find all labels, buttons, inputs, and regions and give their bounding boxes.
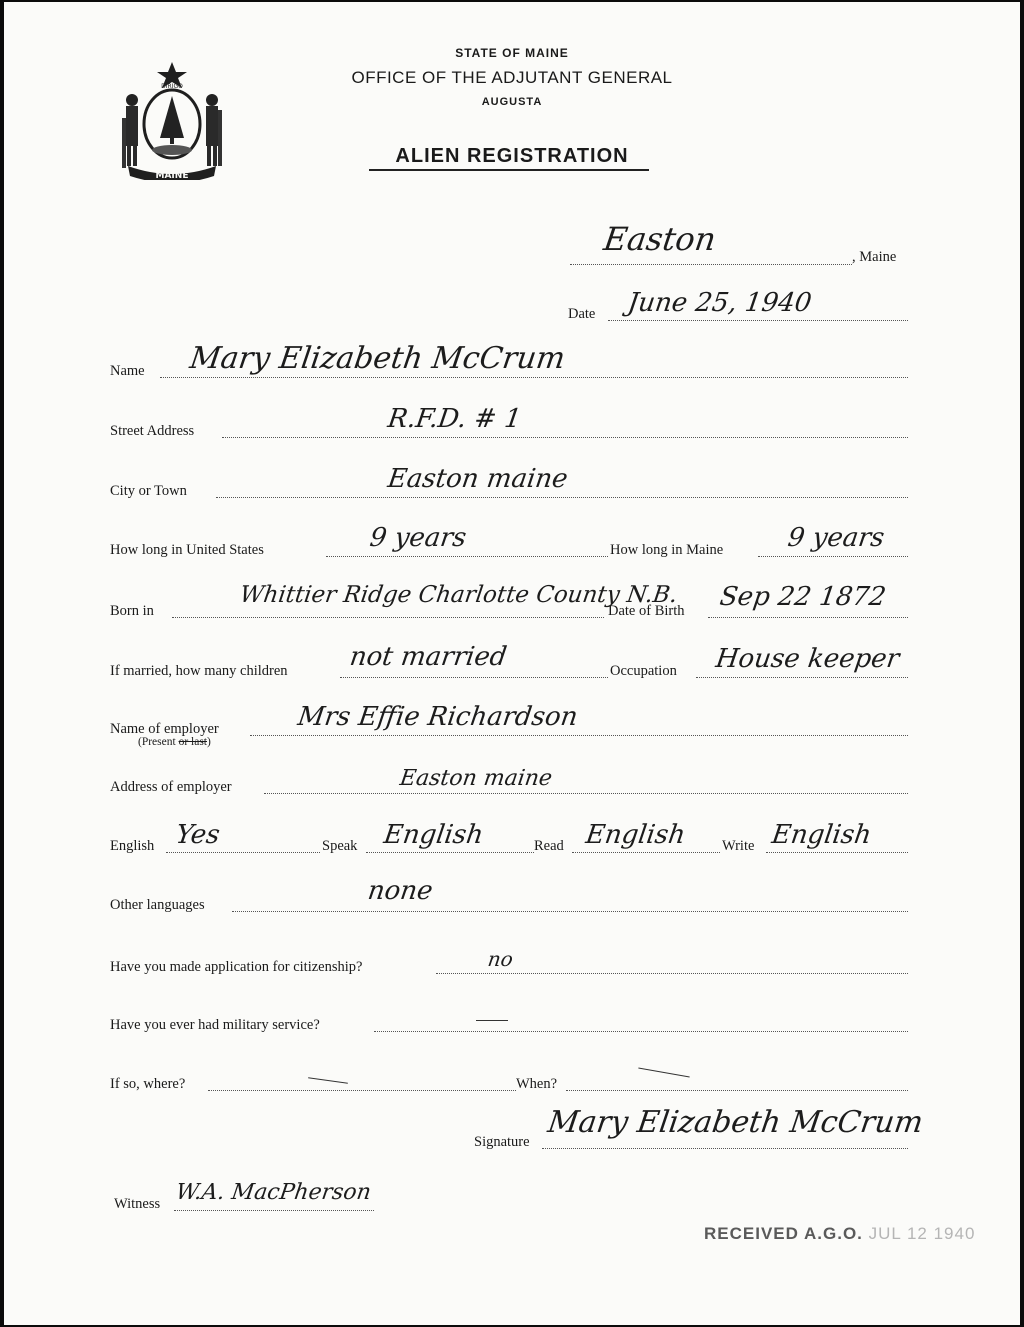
name-label: Name	[110, 363, 145, 379]
english-label: English	[110, 838, 155, 854]
read-line	[572, 852, 720, 853]
received-stamp-date: JUL 12 1940	[868, 1224, 976, 1243]
witness-value: W.A. MacPherson	[174, 1180, 373, 1205]
seal-motto-text: DIRIGO	[161, 83, 183, 90]
witness-label: Witness	[114, 1196, 161, 1212]
us-years-label: How long in United States	[110, 542, 264, 558]
received-stamp	[704, 1224, 975, 1244]
write-line	[766, 852, 908, 853]
born-label: Born in	[110, 603, 154, 619]
header-office: OFFICE OF THE ADJUTANT GENERAL	[351, 68, 673, 87]
read-value: English	[583, 820, 688, 850]
city-line	[216, 497, 908, 498]
form-title: ALIEN REGISTRATION	[395, 145, 629, 167]
place-suffix: , Maine	[852, 249, 897, 265]
dob-line	[708, 617, 908, 618]
when-line	[566, 1090, 908, 1091]
write-value: English	[769, 820, 874, 850]
maine-years-line	[758, 556, 908, 557]
date-line	[608, 320, 908, 321]
write-label: Write	[722, 838, 755, 854]
city-label: City or Town	[110, 483, 187, 499]
born-line	[172, 617, 604, 618]
dob-value: Sep 22 1872	[717, 582, 888, 612]
read-label: Read	[534, 838, 564, 854]
children-value: not married	[347, 642, 509, 672]
occupation-label: Occupation	[610, 663, 677, 679]
title-underline	[369, 169, 649, 171]
other-languages-value: none	[365, 876, 435, 906]
other-languages-line	[232, 911, 908, 912]
english-line	[166, 852, 320, 853]
when-label: When?	[516, 1076, 558, 1092]
speak-value: English	[381, 820, 486, 850]
children-line	[340, 677, 608, 678]
military-dash	[476, 1020, 508, 1021]
where-dash	[308, 1077, 348, 1084]
employer-address-label: Address of employer	[110, 779, 232, 795]
citizenship-value: no	[486, 947, 515, 971]
city-value: Easton maine	[385, 464, 570, 494]
military-label: Have you ever had military service?	[110, 1017, 320, 1033]
citizenship-label: Have you made application for citizenship?	[110, 959, 363, 975]
street-value: R.F.D. # 1	[385, 404, 524, 434]
employer-sub-present: (Present	[138, 736, 176, 748]
other-languages-label: Other languages	[110, 897, 205, 913]
where-label: If so, where?	[110, 1076, 186, 1092]
employer-label: Name of employer	[110, 721, 219, 737]
street-label: Street Address	[110, 423, 195, 439]
employer-sub	[138, 736, 211, 748]
when-dash	[638, 1067, 689, 1077]
seal-banner-text: MAINE	[155, 171, 189, 180]
date-value: June 25, 1940	[625, 288, 814, 318]
military-line	[374, 1031, 908, 1032]
maine-years-value: 9 years	[785, 523, 887, 553]
header-state: STATE OF MAINE	[455, 46, 569, 60]
signature-value: Mary Elizabeth McCrum	[545, 1105, 926, 1140]
registration-form	[4, 2, 1020, 1325]
date-label: Date	[568, 306, 596, 322]
employer-sub-close: )	[207, 736, 211, 748]
english-value: Yes	[173, 820, 222, 850]
speak-label: Speak	[322, 838, 358, 854]
employer-line	[250, 735, 908, 736]
signature-label: Signature	[474, 1134, 530, 1150]
us-years-line	[326, 556, 608, 557]
received-stamp-text: RECEIVED A.G.O.	[704, 1224, 863, 1243]
born-value: Whittier Ridge Charlotte County N.B.	[238, 582, 679, 608]
name-line	[160, 377, 908, 378]
employer-sub-or-last: or last	[178, 736, 207, 748]
employer-address-line	[264, 793, 908, 794]
name-value: Mary Elizabeth McCrum	[187, 341, 568, 376]
place-line	[570, 264, 852, 265]
signature-line	[542, 1148, 908, 1149]
where-line	[208, 1090, 516, 1091]
place-value: Easton	[601, 220, 719, 258]
occupation-line	[696, 677, 908, 678]
us-years-value: 9 years	[367, 523, 469, 553]
maine-years-label: How long in Maine	[610, 542, 724, 558]
employer-address-value: Easton maine	[398, 766, 554, 791]
header-city: AUGUSTA	[481, 96, 543, 108]
children-label: If married, how many children	[110, 663, 288, 679]
dob-label: Date of Birth	[608, 603, 685, 619]
speak-line	[366, 852, 534, 853]
witness-line	[174, 1210, 374, 1211]
occupation-value: House keeper	[713, 644, 902, 674]
street-line	[222, 437, 908, 438]
employer-value: Mrs Effie Richardson	[295, 702, 580, 732]
